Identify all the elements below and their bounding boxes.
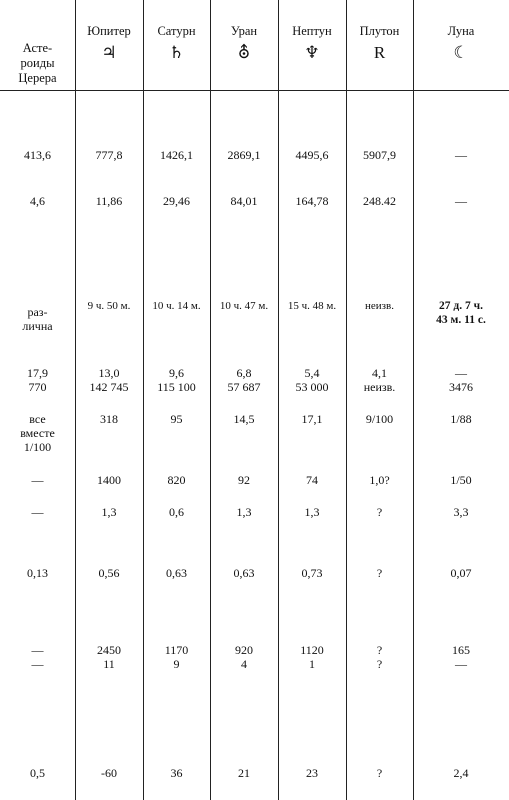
header-divider [0,90,509,91]
table-cell: ? [376,566,383,580]
table-cell: 92 [238,473,250,487]
table-cell: 74 [306,473,318,487]
column-divider [143,0,144,800]
table-cell: 1,3 [304,505,320,519]
table-cell: — [455,148,467,162]
table-cell: — [31,473,44,487]
table-cell: 164,78 [295,194,329,208]
table-cell: 3,3 [453,505,469,519]
table-cell: 15 ч. 48 м. [287,300,337,312]
table-cell: ? [376,766,383,780]
table-cell: 1400 [97,473,121,487]
table-cell: ? [376,505,383,519]
column-divider [346,0,347,800]
table-cell: 23 [306,766,318,780]
table-cell: 0,13 [27,566,48,580]
table-cell: 17,9 770 [27,366,48,394]
table-cell: 920 4 [235,643,253,671]
column-divider [278,0,279,800]
table-cell: 1120 1 [300,643,324,671]
table-cell: 9,6 115 100 [157,366,196,394]
table-cell: 777,8 [95,148,123,162]
header-saturn-label: Сатурн [157,24,196,38]
table-cell: 1/50 [450,473,472,487]
table-cell: 1/88 [450,412,472,426]
header-jupiter-label: Юпитер [87,24,131,38]
table-cell: 9 ч. 50 м. [87,300,131,312]
table-cell: 0,07 [450,566,472,580]
table-cell: 4,6 [30,194,45,208]
table-cell: 1170 9 [164,643,189,671]
table-cell: 4,1 неизв. [363,366,396,394]
table-cell: 165 — [452,643,470,671]
table-cell: 0,73 [301,566,323,580]
table-cell: -60 [101,766,117,780]
header-neptune [278,22,346,64]
table-cell: 29,46 [163,194,190,208]
table-cell: — [31,505,44,519]
table-cell: 1,3 [101,505,117,519]
table-cell: 1426,1 [160,148,193,162]
header-pluto [346,22,413,64]
table-cell: 11,86 [95,194,123,208]
table-cell: 95 [170,412,183,426]
table-cell: 413,6 [24,148,51,162]
header-pluto-label: Плутон [359,24,400,38]
table-cell: 0,5 [30,766,45,780]
table-cell: 0,63 [233,566,255,580]
table-cell: все вместе 1/100 [20,412,55,454]
table-cell: — 3476 [449,366,473,394]
table-cell: 318 [100,412,118,426]
table-cell: 21 [238,766,250,780]
header-asteroids-label: Асте- роиды Церера [18,41,57,85]
table-cell: 820 [167,473,186,487]
header-neptune-label: Нептун [292,24,332,38]
table-cell: 14,5 [233,412,255,426]
header-uranus-label: Уран [230,24,258,38]
header-saturn [143,22,210,64]
table-cell: — — [31,643,44,671]
column-divider [75,0,76,800]
header-asteroids [0,26,75,86]
table-cell: 2450 11 [97,643,121,671]
column-divider [210,0,211,800]
table-cell: 0,56 [98,566,120,580]
table-cell: неизв. [365,300,394,312]
table-cell: 13,0 142 745 [89,366,129,394]
uranus-symbol-icon: ⛢ [237,43,251,62]
table-cell: — [455,194,467,208]
table-cell: 5907,9 [363,148,396,162]
table-cell: 84,01 [230,194,258,208]
table-cell: 10 ч. 14 м. [152,300,201,312]
table-cell: 1,3 [236,505,252,519]
table-cell: 17,1 [301,412,323,426]
table-cell: 6,8 57 687 [227,366,261,394]
table-cell: 248.42 [363,194,396,208]
table-cell: 0,63 [166,566,187,580]
table-cell: 27 д. 7 ч. 43 м. 11 с. [436,300,486,326]
table-cell: 9/100 [365,412,394,426]
table-cell: 5,4 53 000 [295,366,329,394]
table-cell: 2869,1 [227,148,261,162]
column-divider [413,0,414,800]
header-uranus [210,22,278,64]
table-cell: 2,4 [453,766,469,780]
moon-symbol-icon: ☾ [453,43,469,62]
table-cell: 36 [170,766,183,780]
header-jupiter [75,22,143,64]
header-moon-label: Луна [447,24,475,38]
saturn-symbol-icon: ♄ [168,43,185,62]
header-moon [413,22,509,64]
table-cell: 0,6 [169,505,184,519]
table-cell: 10 ч. 47 м. [219,300,269,312]
table-cell: ? ? [376,643,383,671]
pluto-symbol-icon: R [373,43,386,62]
jupiter-symbol-icon: ♃ [101,43,117,62]
table-cell: 1,0? [369,473,390,487]
table-cell: 4495,6 [295,148,329,162]
neptune-symbol-icon: ♆ [304,43,320,62]
table-cell: раз- лична [22,305,53,333]
